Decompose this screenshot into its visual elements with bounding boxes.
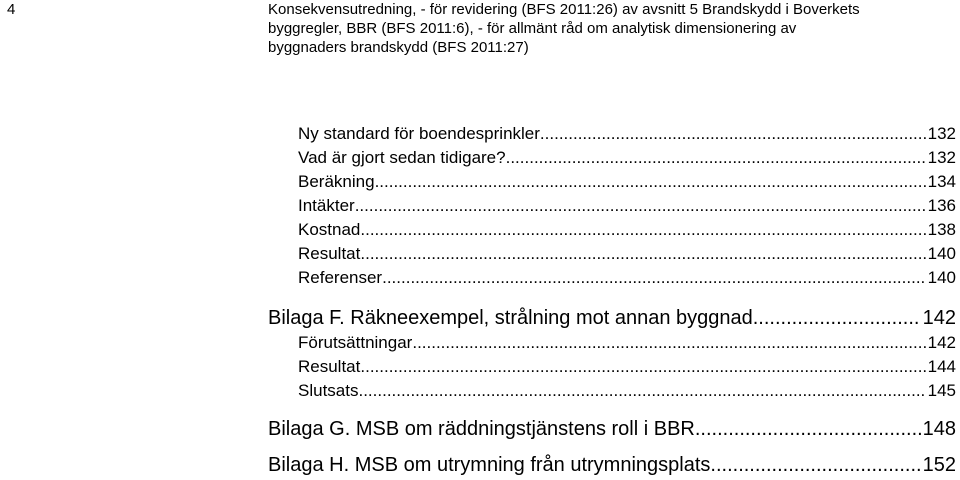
- toc-entry-label: Resultat: [298, 357, 361, 376]
- toc-entry-label: Ny standard för boendesprinkler: [298, 124, 540, 143]
- toc-entry-page: 142: [922, 307, 956, 329]
- toc-leader-dots: [360, 218, 925, 242]
- toc-leader-dots: [540, 122, 926, 146]
- toc-entry-page: 142: [927, 333, 956, 352]
- toc-entry-page: 144: [927, 357, 956, 376]
- toc-entry-label: Beräkning: [298, 172, 375, 191]
- toc-entry-page: 136: [927, 196, 956, 215]
- toc-entry-label: Intäkter: [298, 196, 355, 215]
- toc-entry[interactable]: [298, 170, 956, 194]
- toc-leader-dots: [360, 355, 925, 379]
- toc-leader-dots: [710, 452, 920, 478]
- toc-entry-page: 132: [927, 148, 956, 167]
- toc-entry-label: Vad är gjort sedan tidigare?: [298, 148, 506, 167]
- toc-entry-label: Slutsats: [298, 381, 359, 400]
- running-header: [268, 0, 958, 57]
- header-line: Konsekvensutredning, - för revidering (BFS 2011:26) av avsnitt 5 Brandskydd i Boverkets: [268, 1, 860, 18]
- toc-entry-page: 134: [927, 172, 956, 191]
- toc-entry-label: Förutsättningar: [298, 333, 413, 352]
- toc-appendix-entry[interactable]: [268, 416, 956, 442]
- toc-entry[interactable]: [298, 146, 956, 170]
- toc-leader-dots: [695, 416, 921, 442]
- toc-entry-page: 140: [927, 268, 956, 287]
- toc-leader-dots: [360, 242, 925, 266]
- toc-entry-page: 132: [927, 124, 956, 143]
- toc-entry[interactable]: [298, 331, 956, 355]
- toc-leader-dots: [355, 194, 926, 218]
- toc-leader-dots: [358, 379, 925, 403]
- toc-entry[interactable]: [298, 266, 956, 290]
- toc-appendix-entry[interactable]: [268, 305, 956, 331]
- toc-leader-dots: [506, 146, 926, 170]
- toc-leader-dots: [412, 331, 925, 355]
- toc-leader-dots: [753, 305, 921, 331]
- toc-entry[interactable]: [298, 242, 956, 266]
- toc-entry[interactable]: [298, 379, 956, 403]
- toc-entry-page: 138: [927, 220, 956, 239]
- toc-leader-dots: [382, 266, 926, 290]
- toc-leader-dots: [375, 170, 926, 194]
- toc-entry-label: Referenser: [298, 268, 383, 287]
- toc-entry[interactable]: [298, 194, 956, 218]
- toc-entry-label: Bilaga H. MSB om utrymning från utrymningsplats: [268, 454, 711, 476]
- toc-entry-page: 152: [922, 454, 956, 476]
- header-line: byggregler, BBR (BFS 2011:6), - för allmänt råd om analytisk dimensionering av: [268, 20, 797, 37]
- toc-entry-label: Bilaga F. Räkneexempel, strålning mot annan byggnad: [268, 307, 753, 329]
- toc-entry-label: Resultat: [298, 244, 361, 263]
- page-number: 4: [7, 1, 16, 18]
- toc-entry[interactable]: [298, 218, 956, 242]
- toc-entry-page: 145: [927, 381, 956, 400]
- toc-entry-page: 140: [927, 244, 956, 263]
- header-line: byggnaders brandskydd (BFS 2011:27): [268, 39, 529, 56]
- toc-entry[interactable]: [298, 355, 956, 379]
- toc-entry-label: Bilaga G. MSB om räddningstjänstens roll i BBR: [268, 418, 695, 440]
- toc-entry-page: 148: [922, 418, 956, 440]
- toc-appendix-entry[interactable]: [268, 452, 956, 478]
- toc-entry[interactable]: [298, 122, 956, 146]
- toc-entry-label: Kostnad: [298, 220, 361, 239]
